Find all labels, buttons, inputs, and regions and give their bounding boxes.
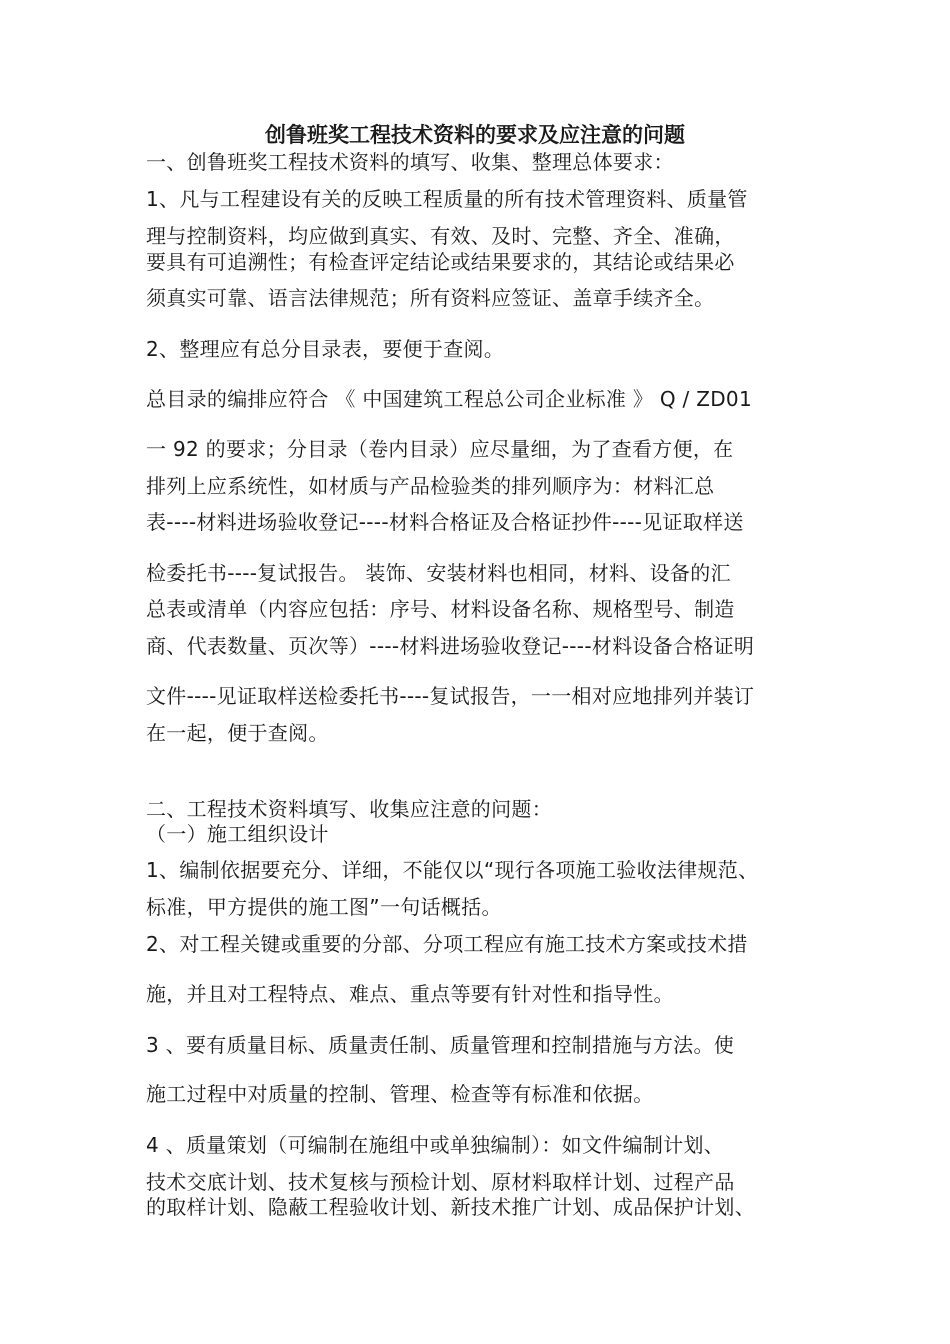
body-line: 排列上应系统性，如材质与产品检验类的排列顺序为：材料汇总 [146,474,715,498]
body-line: 4 、质量策划（可编制在施组中或单独编制）：如文件编制计划、 [146,1133,725,1157]
body-line: 理与控制资料，均应做到真实、有效、及时、完整、齐全、准确， [146,224,735,248]
body-line: 在一起，便于查阅。 [146,721,329,745]
body-line: 要具有可追溯性；有检查评定结论或结果要求的，其结论或结果必 [146,250,735,274]
section-heading-2: 二、工程技术资料填写、收集应注意的问题： [146,797,552,821]
body-line: 施，并且对工程特点、难点、重点等要有针对性和指导性。 [146,982,674,1006]
document-title: 创鲁班奖工程技术资料的要求及应注意的问题 [265,123,685,147]
body-line: 须真实可靠、语言法律规范；所有资料应签证、盖章手续齐全。 [146,286,715,310]
body-line: 施工过程中对质量的控制、管理、检查等有标准和依据。 [146,1082,654,1106]
subsection-heading: （一）施工组织设计 [146,822,329,846]
body-line: 标准，甲方提供的施工图”一句话概括。 [146,895,502,919]
body-line: 总表或清单（内容应包括：序号、材料设备名称、规格型号、制造 [146,597,735,621]
body-line: 的取样计划、隐蔽工程验收计划、新技术推广计划、成品保护计划、 [146,1195,755,1219]
body-line: 检委托书----复试报告。 装饰、安装材料也相同，材料、设备的汇 [146,561,731,585]
body-line: 文件----见证取样送检委托书----复试报告，一一相对应地排列并装订 [146,684,755,708]
body-line: 2、对工程关键或重要的分部、分项工程应有施工技术方案或技术措 [146,932,748,956]
body-line: 商、代表数量、页次等）----材料进场验收登记----材料设备合格证明 [146,634,755,658]
body-line: 技术交底计划、技术复核与预检计划、原材料取样计划、过程产品 [146,1170,735,1194]
body-line: 2、整理应有总分目录表，要便于查阅。 [146,337,505,361]
body-line: 总目录的编排应符合 《 中国建筑工程总公司企业标准 》 Q / ZD01 [146,387,752,411]
body-line: 一 92 的要求；分目录（卷内目录）应尽量细，为了查看方便，在 [146,437,734,461]
body-line: 1、编制依据要充分、详细，不能仅以“现行各项施工验收法律规范、 [146,858,759,882]
body-line: 表----材料进场验收登记----材料合格证及合格证抄件----见证取样送 [146,510,744,534]
body-line: 1、凡与工程建设有关的反映工程质量的所有技术管理资料、质量管 [146,187,748,211]
section-heading-1: 一、创鲁班奖工程技术资料的填写、收集、整理总体要求： [146,150,674,174]
body-line: 3 、要有质量目标、质量责任制、质量管理和控制措施与方法。使 [146,1033,735,1057]
